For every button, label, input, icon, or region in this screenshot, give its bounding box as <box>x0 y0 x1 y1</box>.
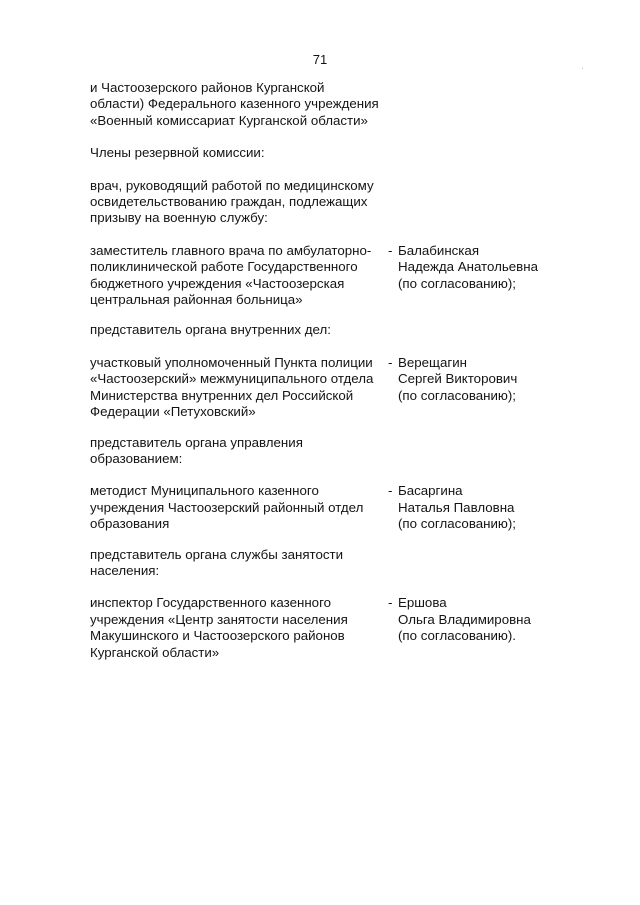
document-body <box>90 80 570 661</box>
member-name: Басаргина Наталья Павловна (по согласованию); <box>398 483 516 532</box>
member-row <box>90 595 570 661</box>
member-person <box>388 243 570 292</box>
member-role: заместитель главного врача по амбулаторно- поликлинической работе Государственного бюджетного учреждения «Частоозерская центральная районная больница» <box>90 242 372 308</box>
police-section-heading: представитель органа внутренних дел: <box>90 322 331 338</box>
member-dash: - <box>388 595 393 611</box>
member-row <box>90 355 570 421</box>
member-person <box>388 355 570 404</box>
reserve-commission-heading: Члены резервной комиссии: <box>90 145 265 161</box>
page-number: 71 <box>312 52 328 67</box>
scan-speck <box>582 68 583 69</box>
employment-section-heading: представитель органа службы занятости населения: <box>90 546 344 578</box>
doctor-section-heading: врач, руководящий работой по медицинскому освидетельствованию граждан, подлежащих призыву на военную службу: <box>90 177 374 226</box>
member-name: Ершова Ольга Владимировна (по согласованию). <box>398 595 531 644</box>
member-role: инспектор Государственного казенного учреждения «Центр занятости населения Макушинского и Частоозерского районов Курганской области» <box>90 595 348 660</box>
member-dash: - <box>388 483 393 499</box>
member-dash: - <box>388 242 393 258</box>
member-name: Балабинская Надежда Анатольевна (по согласованию); <box>398 242 538 291</box>
member-row <box>90 243 570 309</box>
member-role: участковый уполномоченный Пункта полиции «Частоозерский» межмуниципального отдела Министерства внутренних дел Российской Федерации «Петуховский» <box>90 354 374 420</box>
member-row <box>90 483 570 532</box>
member-name: Верещагин Сергей Викторович (по согласованию); <box>398 354 518 403</box>
member-person <box>388 595 570 644</box>
education-section-heading: представитель органа управления образованием: <box>90 434 303 466</box>
member-role: методист Муниципального казенного учреждения Частоозерский районный отдел образования <box>90 483 364 532</box>
member-dash: - <box>388 354 393 370</box>
intro-paragraph: и Частоозерского районов Курганской области) Федерального казенного учреждения «Военный комиссариат Курганской области» <box>90 80 379 128</box>
member-person <box>388 483 570 532</box>
